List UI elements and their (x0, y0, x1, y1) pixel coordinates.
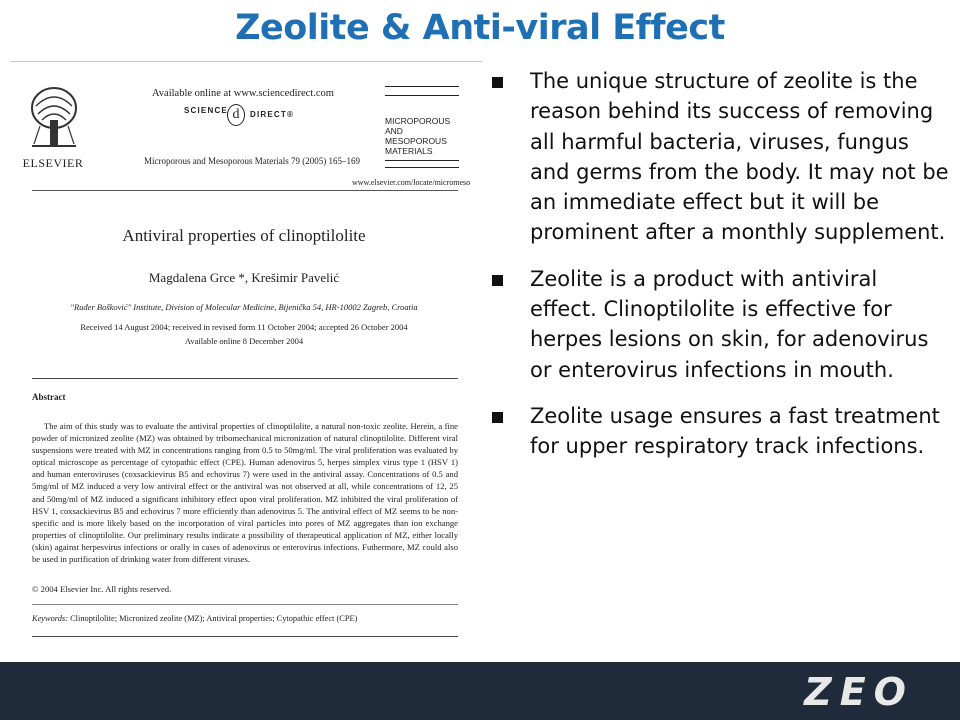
title-divider (10, 61, 482, 62)
publisher-name: ELSEVIER (22, 156, 84, 170)
bullet-item (490, 401, 950, 462)
sciencedirect-at-icon: d (227, 104, 245, 126)
sciencedirect-left: SCIENCE (184, 106, 228, 115)
elsevier-tree-logo-icon (28, 86, 80, 150)
paper-affiliation: "Ruđer Bošković" Institute, Division of Molecular Medicine, Bijenička 54, HR-10002 Zagreb, Croatia (70, 302, 418, 312)
slide-title: Zeolite & Anti-viral Effect (235, 8, 725, 48)
header-divider (32, 190, 458, 191)
bullet-text: The unique structure of zeolite is the reason behind its success of removing all harmful bacteria, viruses, fungus and germs from the body. It may not be an immediate effect but it will be prominent after a monthly supplement. (530, 69, 949, 245)
keywords-divider (32, 604, 458, 605)
bullet-list (490, 66, 950, 478)
copyright-line: © 2004 Elsevier Inc. All rights reserved. (32, 584, 172, 594)
abstract-divider (32, 378, 458, 379)
keywords-line (32, 614, 357, 623)
bottom-divider (32, 636, 458, 637)
footer-bar (0, 662, 960, 720)
square-bullet-icon (492, 77, 503, 88)
journal-url: www.elsevier.com/locate/micromeso (352, 178, 471, 187)
journal-name: MICROPOROUS AND MESOPOROUS MATERIALS (385, 116, 451, 156)
keywords-text: Clinoptilolite; Micronized zeolite (MZ); Antiviral properties; Cytopathic effect (CPE) (70, 614, 358, 623)
journal-citation: Microporous and Mesoporous Materials 79 (2005) 165–169 (144, 156, 360, 166)
available-online-text: Available online at www.sciencedirect.com (152, 88, 334, 99)
journal-box-rule-bottom (385, 160, 459, 168)
paper-available-date: Available online 8 December 2004 (184, 336, 304, 346)
keywords-label: Keywords: (32, 614, 68, 623)
bullet-text: Zeolite is a product with antiviral effect. Clinoptilolite is effective for herpes lesions on skin, for adenovirus or enterovirus infections in mouth. (530, 266, 929, 382)
sciencedirect-right: DIRECT® (250, 110, 295, 119)
paper-authors: Magdalena Grce *, Krešimir Pavelić (148, 270, 340, 285)
abstract-body: The aim of this study was to evaluate the antiviral properties of clinoptilolite, a natural non-toxic zeolite. Herein, a fine powder of micronized zeolite (MZ) was obtained by tribomechanical micronization of natural clinoptilolite. Different viral suspensions were treated with MZ in concentrations ranging from 0.5 to 50mg/ml. The viral proliferation was evaluated by optical microscope as percentage of cytopathic effect (CPE). Human adenovirus 5, herpes simplex virus type 1 (HSV 1) and human enteroviruses (coxsackievirus B5 and echovirus 7) were used in the antiviral assay. Concentrations of 0.5 and 5mg/ml of MZ induced a very low antiviral effect or the antiviral was not observed at all, while concentrations of 12, 25 and 50mg/ml of MZ induced a significant inhibitory effect upon viral proliferation. MZ inhibited the viral proliferation of HSV 1, coxsackievirus B5 and echovirus 7 more efficiently than adenovirus 5. The antiviral effect of MZ seems to be non-specific and is more likely based on the incorporation of viral particles into pores of MZ aggregates than ion exchange properties of clinoptilolite. Our preliminary results indicate a possibility of therapeutical application of MZ, either locally (skin) against herpesvirus infections or orally in cases of adenovirus or enterovirus infections. Futhermore, MZ could also be used in purification of drinking water from different viruses. (32, 421, 458, 565)
bullet-text: Zeolite usage ensures a fast treatment for upper respiratory track infections. (530, 403, 940, 459)
paper-dates: Received 14 August 2004; received in revised form 11 October 2004; accepted 26 October 2004 (80, 322, 408, 332)
abstract-heading: Abstract (32, 392, 66, 402)
zeo-logo: ZEO (804, 670, 914, 714)
bullet-item (490, 66, 950, 248)
paper-excerpt-image (22, 74, 471, 644)
bullet-item (490, 264, 950, 385)
square-bullet-icon (492, 275, 503, 286)
journal-box-rule-top (385, 86, 459, 96)
paper-title: Antiviral properties of clinoptilolite (122, 226, 366, 245)
square-bullet-icon (492, 412, 503, 423)
